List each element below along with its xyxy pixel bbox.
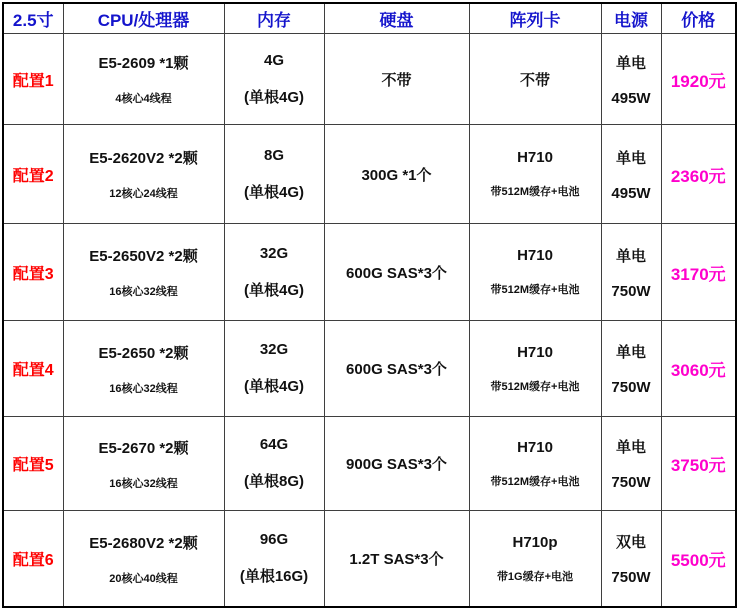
config-label: 配置2 — [3, 125, 63, 224]
price-value: 5500元 — [661, 511, 736, 608]
memory-size: 64G — [259, 436, 289, 453]
config-label: 配置6 — [3, 511, 63, 608]
cpu-cores: 16核心32线程 — [109, 382, 178, 395]
memory-sticks: (单根8G) — [243, 473, 304, 490]
price-value: 3060元 — [661, 321, 736, 417]
cpu-cores: 16核心32线程 — [109, 286, 178, 298]
power-type: 单电 — [615, 344, 646, 361]
header-size: 2.5寸 — [3, 3, 63, 34]
memory-cell — [224, 417, 324, 511]
price-value: 2360元 — [661, 125, 736, 224]
cpu-model: E5-2620V2 *2颗 — [89, 150, 198, 167]
memory-sticks: (单根4G) — [243, 378, 304, 395]
raid-model: H710 — [517, 149, 553, 166]
server-config-table — [2, 2, 737, 608]
cpu-cell — [63, 511, 224, 608]
memory-cell — [224, 34, 324, 125]
config-label: 配置5 — [3, 417, 63, 511]
raid-cache: 带1G缓存+电池 — [496, 570, 574, 583]
config-label: 配置1 — [3, 34, 63, 125]
cpu-cell — [63, 224, 224, 321]
raid-model: H710 — [517, 438, 553, 456]
cpu-model: E5-2650V2 *2颗 — [89, 248, 198, 265]
table-row — [3, 417, 736, 511]
table-row — [3, 511, 736, 608]
memory-size: 32G — [259, 244, 289, 262]
power-watt: 750W — [611, 474, 651, 491]
memory-size: 8G — [263, 146, 284, 164]
table-row — [3, 34, 736, 125]
power-watt: 495W — [611, 89, 651, 107]
memory-cell — [224, 224, 324, 321]
power-type: 单电 — [615, 54, 646, 72]
power-cell — [601, 417, 661, 511]
power-cell — [601, 125, 661, 224]
power-type: 单电 — [615, 439, 646, 456]
cpu-cell — [63, 34, 224, 125]
header-raid: 阵列卡 — [469, 3, 601, 34]
header-cpu: CPU/处理器 — [63, 3, 224, 34]
header-price: 价格 — [661, 3, 736, 34]
cpu-cell — [63, 417, 224, 511]
raid-cache: 带512M缓存+电池 — [490, 380, 580, 393]
disk-value: 不带 — [381, 71, 412, 89]
disk-value: 600G SAS*3个 — [346, 361, 447, 378]
table-row — [3, 224, 736, 321]
power-cell — [601, 511, 661, 608]
memory-cell — [224, 125, 324, 224]
memory-cell — [224, 321, 324, 417]
power-watt: 750W — [611, 379, 651, 396]
memory-size: 4G — [263, 51, 284, 69]
raid-cell — [469, 321, 601, 417]
memory-cell — [224, 511, 324, 608]
raid-model: 不带 — [519, 71, 550, 89]
memory-size: 32G — [259, 341, 289, 358]
disk-cell — [324, 417, 469, 511]
cpu-cores: 4核心4线程 — [115, 93, 172, 105]
cpu-cores: 12核心24线程 — [109, 188, 178, 200]
price-value: 3750元 — [661, 417, 736, 511]
disk-cell — [324, 125, 469, 224]
raid-cell — [469, 125, 601, 224]
table-row — [3, 125, 736, 224]
power-cell — [601, 34, 661, 125]
power-type: 单电 — [615, 149, 646, 167]
raid-cell — [469, 224, 601, 321]
cpu-cell — [63, 125, 224, 224]
cpu-model: E5-2609 *1颗 — [98, 55, 189, 72]
cpu-model: E5-2670 *2颗 — [98, 439, 189, 457]
header-disk: 硬盘 — [324, 3, 469, 34]
raid-cell — [469, 34, 601, 125]
disk-value: 600G SAS*3个 — [346, 264, 447, 282]
power-type: 双电 — [615, 534, 646, 551]
price-value: 1920元 — [661, 34, 736, 125]
memory-size: 96G — [259, 531, 289, 548]
cpu-model: E5-2680V2 *2颗 — [89, 534, 198, 552]
raid-model: H710p — [512, 533, 558, 551]
power-cell — [601, 224, 661, 321]
header-power: 电源 — [601, 3, 661, 34]
raid-cell — [469, 417, 601, 511]
memory-sticks: (单根4G) — [243, 281, 304, 299]
disk-cell — [324, 34, 469, 125]
memory-sticks: (单根4G) — [243, 183, 304, 201]
table-header-row — [3, 3, 736, 34]
header-memory: 内存 — [224, 3, 324, 34]
raid-cell — [469, 511, 601, 608]
disk-value: 1.2T SAS*3个 — [349, 551, 444, 568]
raid-model: H710 — [517, 247, 553, 264]
disk-value: 300G *1个 — [361, 166, 432, 184]
power-type: 单电 — [615, 247, 646, 265]
config-label: 配置3 — [3, 224, 63, 321]
cpu-cell — [63, 321, 224, 417]
table-row — [3, 321, 736, 417]
power-watt: 495W — [611, 184, 651, 202]
price-value: 3170元 — [661, 224, 736, 321]
power-cell — [601, 321, 661, 417]
raid-model: H710 — [517, 343, 553, 361]
config-label: 配置4 — [3, 321, 63, 417]
power-watt: 750W — [611, 282, 651, 300]
disk-cell — [324, 321, 469, 417]
raid-cache: 带512M缓存+电池 — [490, 284, 580, 296]
cpu-cores: 20核心40线程 — [109, 572, 178, 585]
memory-sticks: (单根4G) — [243, 88, 304, 106]
power-watt: 750W — [611, 569, 651, 586]
disk-cell — [324, 224, 469, 321]
disk-value: 900G SAS*3个 — [346, 456, 447, 473]
memory-sticks: (单根16G) — [239, 568, 309, 585]
disk-cell — [324, 511, 469, 608]
cpu-cores: 16核心32线程 — [109, 477, 178, 490]
cpu-model: E5-2650 *2颗 — [98, 344, 189, 362]
raid-cache: 带512M缓存+电池 — [490, 186, 580, 198]
raid-cache: 带512M缓存+电池 — [490, 475, 580, 488]
